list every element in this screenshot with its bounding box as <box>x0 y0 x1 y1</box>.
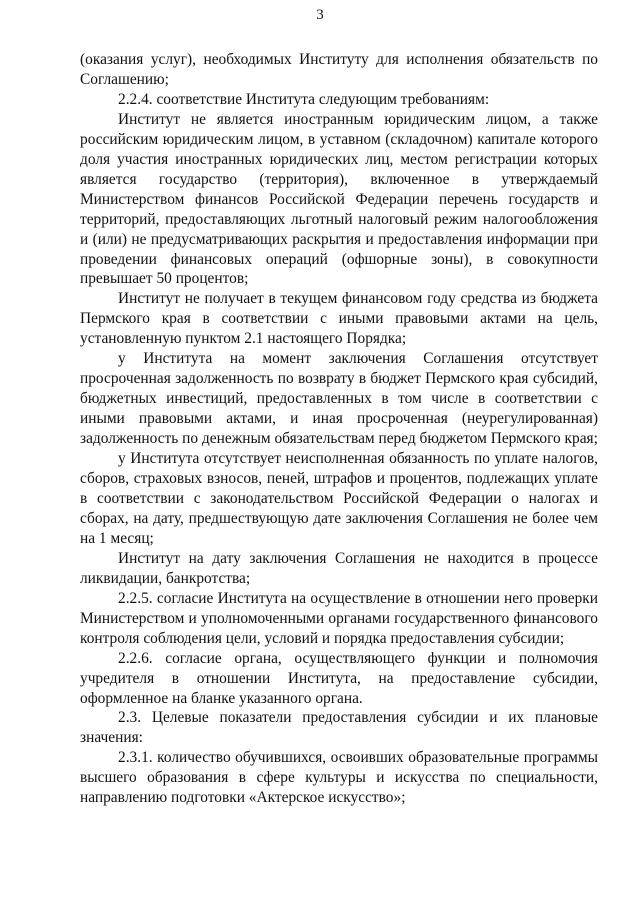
paragraph-2-3-1: 2.3.1. количество обучившихся, освоивших образовательные программы высшего образования в сфере культуры и искусства по специальности, направлению подготовки «Актерское искусство»; <box>80 749 598 807</box>
paragraph-2-2-6: 2.2.6. согласие органа, осуществляющего функции и полномочия учредителя в отношении Института, на предоставление субсидии, оформленное на бланке указанного органа. <box>80 649 598 707</box>
paragraph-not-in-liquidation: Институт на дату заключения Соглашения не находится в процессе ликвидации, банкротства; <box>80 549 598 587</box>
paragraph-2-2-5: 2.2.5. согласие Института на осуществление в отношении него проверки Министерством и уполномоченными органами государственного финансового контроля соблюдения цели, условий и порядка предоставления субсидии; <box>80 589 598 647</box>
paragraph-not-foreign-entity: Институт не является иностранным юридическим лицом, а также российским юридическим лицом, в уставном (складочном) капитале которого доля участия иностранных юридических лиц, местом регистрации которых является государство (территория), включенное в утверждаемый Министерством финансов Российской Федерации перечень государств и территорий, предоставляющих льготный налоговый режим налогообложения и (или) не предусматривающих раскрытия и предоставления информации при проведении финансовых операций (офшорные зоны), в совокупности превышает 50 процентов; <box>80 110 598 288</box>
document-body <box>80 50 598 808</box>
paragraph-no-other-budget-funds: Институт не получает в текущем финансовом году средства из бюджета Пермского края в соответствии с иными правовыми актами на цель, установленную пунктом 2.1 настоящего Порядка; <box>80 290 598 348</box>
paragraph-continuation: (оказания услуг), необходимых Институту для исполнения обязательств по Соглашению; <box>80 51 598 88</box>
paragraph-no-overdue-debt: у Института на момент заключения Соглашения отсутствует просроченная задолженность по возврату в бюджет Пермского края субсидий, бюджетных инвестиций, предоставленных в том числе в соответствии с иными правовыми актами, и иная просроченная (неурегулированная) задолженность по денежным обязательствам перед бюджетом Пермского края; <box>80 350 598 448</box>
page-number: 3 <box>316 7 324 23</box>
paragraph-no-tax-arrears: у Института отсутствует неисполненная обязанность по уплате налогов, сборов, страховых взносов, пеней, штрафов и процентов, подлежащих уплате в соответствии с законодательством Российской Федерации о налогах и сборах, на дату, предшествующую дате заключения Соглашения не более чем на 1 месяц; <box>80 450 598 547</box>
paragraph-2-2-4: 2.2.4. соответствие Института следующим требованиям: <box>118 90 490 108</box>
paragraph-2-3: 2.3. Целевые показатели предоставления субсидии и их плановые значения: <box>80 709 598 747</box>
